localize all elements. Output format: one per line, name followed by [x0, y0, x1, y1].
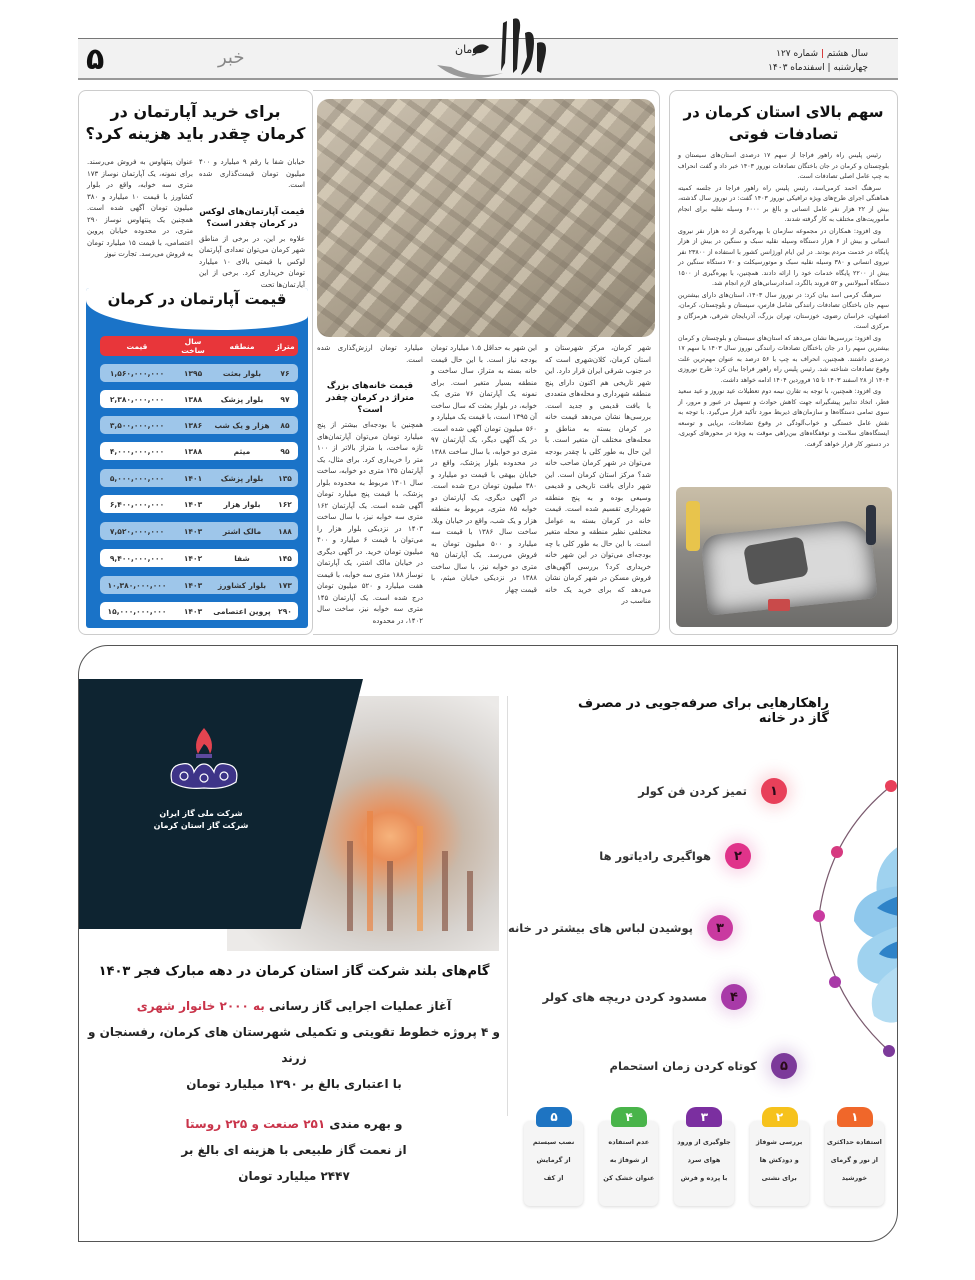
svg-text:کرمان: کرمان	[455, 43, 484, 56]
car-accident-photo	[676, 487, 892, 627]
newspaper-logo	[433, 13, 563, 85]
article-headline: سهم بالای استان کرمان در تصادفات فوتی	[683, 103, 884, 143]
apartment-price-table	[86, 288, 308, 628]
tip-item: ۵ کوتاه کردن زمان استحمام	[610, 1053, 797, 1079]
table-row: ۱۶۲ بلوار هزار ۱۴۰۳ ۶,۴۰۰,۰۰۰,۰۰۰	[100, 495, 298, 513]
article-column-3-top: میلیارد تومان ارزش‌گذاری شده است.	[317, 344, 423, 364]
table-row: ۱۸۸ مالک اشتر ۱۴۰۳ ۷,۵۲۰,۰۰۰,۰۰۰	[100, 522, 298, 540]
table-row: ۹۵ میثم ۱۳۸۸ ۴,۰۰۰,۰۰۰,۰۰۰	[100, 442, 298, 460]
table-title: قیمت آپارتمان در کرمان	[107, 290, 287, 308]
article-column-2: این شهر به حداقل ۱.۵ میلیارد تومان بودجه نیاز است. با این حال قیمت خانه بسته به متراژ، سال ساخت و منطقه بسیار متغیر است. برای نمونه یک آپارتمان ۷۶ متری یک خوابه، در بلوار بعثت که سال ساخت آن ۱۳۹۵ است، با قیمت یک میلیارد و ۵۶۰ میلیون تومان آگهی شده است. در یک آگهی دیگر، یک آپارتمان ۹۷ متری دو خوابه، با سال ساخت ۱۳۸۸ در محدوده بلوار پزشک، واقع در خیابان بیهقی با قیمت دو میلیارد و ۳۸۰ میلیون تومان درج شده است. در آگهی دیگری، یک آپارتمان دو خوابه ۸۵ متری، مربوط به منطقه هزار و یک شب، واقع در خیابان ویلا، ساخت سال ۱۳۸۶ با قیمت سه میلیارد و ۵۰۰ میلیون تومان به فروش می‌رسد. یک آپارتمان ۹۵ متری دو خوابه نیز، با سال ساخت ۱۳۸۸ در نزدیکی خیابان میثم، با قیمت چهار	[431, 344, 537, 594]
tip-number-badge: ۱	[761, 778, 787, 804]
tip-item: ۳ پوشیدن لباس های بیشتر در خانه	[508, 915, 733, 941]
table-row: ۱۷۳ بلوار کشاورز ۱۴۰۳ ۱۰,۳۸۰,۰۰۰,۰۰۰	[100, 576, 298, 594]
article-column-1: شهر کرمان، مرکز شهرستان و استان کرمان، کلان‌شهری است که در جنوب شرقی ایران قرار دارد. این شهر تاریخی هم اکنون دارای پنج منطقه شهرداری و محله‌های متعددی با بافت قدیمی و جدید است. بررسی‌ها نشان می‌دهد قیمت خانه در کرمان بسته به مناطق و محله‌های مختلف آن متغیر است. با این حال به طور کلی با چقدر بودجه می‌توان در شهر کرمان صاحب خانه شد؟ مرکز استان کرمان است. این شهر دارای بافت تاریخی و قدیمی وسیعی بوده و به پنج منطقه شهرداری تقسیم شده است. قیمت خانه در کرمان بسته به عوامل مختلفی نظیر منطقه و محله متغیر است. با این حال به طور کلی با چه بودجه‌ای می‌توان در این شهر خانه خریداری کرد؟ بررسی آگهی‌های فروش مسکن در شهر کرمان نشان می‌دهد که برای خرید یک خانه مناسب در	[545, 344, 651, 605]
table-header: متراژ منطقه سال ساخت قیمت	[100, 336, 298, 356]
article-text-luxury: علاوه بر این، در برخی از مناطق شهر کرمان می‌توان تعدادی آپارتمان لوکس با قیمتی بالای ۱۰ میلیارد تومان خریداری کرد. برخی از این آپارتمان‌ها تحت	[199, 234, 305, 289]
tip-number-badge: ۲	[725, 843, 751, 869]
article-apartment-body	[313, 90, 660, 635]
subhead-luxury: قیمت آپارتمان‌های لوکس در کرمان چقدر است؟	[199, 206, 305, 229]
masthead	[78, 38, 898, 80]
section-label: خبر	[218, 47, 245, 68]
flower-arc-decoration	[799, 776, 898, 1066]
tip-number-badge: ۵	[771, 1053, 797, 1079]
page-number: ۵	[86, 42, 105, 77]
table-row: ۸۵ هزار و یک شب ۱۳۸۶ ۳,۵۰۰,۰۰۰,۰۰۰	[100, 416, 298, 434]
table-row: ۱۳۵ بلوار پزشک ۱۴۰۱ ۵,۰۰۰,۰۰۰,۰۰۰	[100, 469, 298, 487]
article-text-right: خیابان شفا با رقم ۹ میلیارد و ۴۰۰ میلیون تومان قیمت‌گذاری شده است.	[199, 158, 306, 189]
tip-card: ۴ عدم استفاده از شوفاژ به عنوان خشک کن	[599, 1121, 658, 1206]
article-column-3: همچنین با بودجه‌ای بیشتر از پنج میلیارد تومان می‌توان آپارتمان‌های تازه ساخت، با متراژ بالاتر از ۱۰۰ متر را خریداری کرد. برای مثال، یک آپارتمان ۱۳۵ متری دو خوابه، ساخت سال ۱۴۰۱ مربوط به محدوده بلوار پزشک، با قیمت پنج میلیارد تومان آگهی شده است. یک آپارتمان ۱۶۲ متری سه خوابه نیز، با سال ساخت ۱۴۰۳ در نزدیکی بلوار هزار را می‌توان با قیمت ۶ میلیارد و ۴۰۰ میلیون تومان خرید. در آگهی دیگری در خیابان مالک اشتر، یک آپارتمان نوساز ۱۸۸ متری سه خوابه، با قیمت هفت میلیارد و ۵۲۰ میلیون تومان درج شده است. یک آپارتمان ۱۴۵ متری سه خوابه نیز، ساخت سال ۱۴۰۲، در محدوده	[317, 421, 423, 625]
tip-item: ۲ هواگیری رادیاتور ها	[599, 843, 751, 869]
table-row: ۲۹۰ پروین اعتصامی ۱۴۰۳ ۱۵,۰۰۰,۰۰۰,۰۰۰	[100, 602, 298, 620]
gas-company-advertisement	[78, 645, 898, 1242]
tips-title: راهکارهایی برای صرفه‌جویی در مصرف گاز در خانه	[577, 696, 829, 726]
article-accidents	[669, 90, 898, 635]
ad-main-title: گام‌های بلند شرکت گاز استان کرمان در دهه مبارک فجر ۱۴۰۳	[98, 964, 490, 979]
tip-item: ۴ مسدود کردن دریچه های کولر	[543, 984, 747, 1010]
heating-tips-cards	[524, 1110, 894, 1211]
article-text-left: عنوان پنتهاوس به فروش می‌رسند. برای نمونه، یک آپارتمان نوساز ۱۷۳ متری سه خوابه، واقع در بلوار کشاورز با قیمت ۱۰ میلیارد و ۳۸۰ میلیون تومان آگهی شده است. همچنین یک پنتهاوس نوساز ۲۹۰ متری، در محدوده خیابان پروین اعتصامی، با قیمت ۱۵ میلیارد تومان به فروش می‌رسد. تجارت نیوز	[87, 158, 193, 258]
tip-number-badge: ۳	[707, 915, 733, 941]
tip-card: ۳ جلوگیری از ورود هوای سرد با پرده و فرش	[674, 1121, 733, 1206]
tip-card: ۲ بررسی شوفاژ و دودکش ها برای نشتی	[750, 1121, 809, 1206]
tip-item: ۱ تمیز کردن فن کولر	[638, 778, 787, 804]
issue-info: سال هشتم | شماره ۱۲۷ چهارشنبه | اسفندماه ۱۴۰۳	[768, 49, 868, 73]
national-gas-logo-icon	[164, 724, 244, 804]
table-row: ۹۷ بلوار پزشک ۱۳۸۸ ۲,۳۸۰,۰۰۰,۰۰۰	[100, 390, 298, 408]
table-row: ۷۶ بلوار بعثت ۱۳۹۵ ۱,۵۶۰,۰۰۰,۰۰۰	[100, 364, 298, 382]
table-row: ۱۴۵ شفا ۱۴۰۲ ۹,۴۰۰,۰۰۰,۰۰۰	[100, 549, 298, 567]
article-headline: برای خرید آپارتمان در کرمان چقدر باید هزینه کرد؟	[85, 102, 306, 143]
tip-card: ۱ استفاده حداکثری از نور و گرمای خورشید	[825, 1121, 884, 1206]
tip-card: ۵ نصب سیستم از گرمایش از کف	[524, 1121, 583, 1206]
subhead-large-homes: قیمت خانه‌های بزرگ متراژ در کرمان چقدر است؟	[326, 381, 414, 415]
company-name: شرکت ملی گاز ایران شرکت گاز استان کرمان	[153, 809, 249, 830]
tip-number-badge: ۴	[721, 984, 747, 1010]
ad-announcement: گام‌های بلند شرکت گاز استان کرمان در دهه مبارک فجر ۱۴۰۳ آغاز عملیات اجرایی گاز رسانی به ۲۰۰۰ خانوار شهری و ۴ پروژه خطوط تقویتی و تکمیلی شهرستان های کرمان، رفسنجان و زرند با اعتباری بالغ بر ۱۳۹۰ میلیارد تومان و بهره مندی ۲۵۱ صنعت و ۲۲۵ روستا از نعمت گاز طبیعی با هزینه ای بالغ بر ۲۴۴۷ میلیارد تومان	[79, 964, 509, 1189]
city-aerial-photo	[317, 99, 655, 337]
article-body: رئیس پلیس راه راهور فراجا از سهم ۱۷ درصدی استان‌های سیستان و بلوچستان و کرمان در جان باختگان تصادفات نوروز ۱۴۰۳ خبر داد و گفت انحراف به چپ عامل اصلی تصادفات است. سرهنگ احمد کرمی‌اسد، رئیس پلیس راه راهور فراجا در جلسه کمیته هماهنگی اجرای طرح‌های ویژه ترافیکی نوروز ۱۴۰۳ گفت: در نوروز سال گذشته، بیش از ۲۲ هزار نفر عامل انسانی و بالغ بر ۶۰۰۰ وسیله نقلیه برای انجام مأموریت‌های مختلف به کار گرفته شدند. وی افزود: همکاران در مجموعه سازمان با بهره‌گیری از ده هزار نفر نیروی انسانی و بیش از ۶ هزار دستگاه وسیله نقلیه سبک و سنگین در بیش از هزار پایگاه در خدمت مردم بودند. در این ایام اورژانس کشور با استفاده از ۲۳۸۰۰ نفر نیروی انسانی و ۳۸۰ وسیله نقلیه سبک و موتورسیکلت و ۷۰ دستگاه سنگین در بیش از ۲۲۰۰ پایگاه خدمات خود را ارائه دادند. همچنین، با بهره‌گیری از ۱۵۰۰ دستگاه آمبولانس و ۵۲ فروند بالگرد، امدادرسانی‌های لازم انجام شد. سرهنگ کرمی اسد بیان کرد: در نوروز سال ۱۴۰۳، استان‌های دارای بیشترین سهم جان باختگان تصادفات رانندگی شامل فارس، سیستان و بلوچستان، کرمان، اصفهان، خراسان رضوی، خوزستان، تهران بزرگ، آذربایجان شرقی، هرمزگان و مرکزی است. وی افزود: بررسی‌ها نشان می‌دهد که استان‌های سیستان و بلوچستان و کرمان بیشترین سهم را در جان باختگان تصادفات رانندگی نوروز سال ۱۴۰۳ با سهم ۱۷ درصدی داشتند. همچنین، انحراف به چپ با ۵۶ درصد به عنوان مهم‌ترین علت وقوع تصادفات شناخته شد. رئیس پلیس راه راهور فراجا بیان کرد: طرح نوروزی ۱۴۰۴ از ۲۸ اسفند ۱۴۰۳ تا ۱۵ فروردین ۱۴۰۴ ادامه خواهد داشت. وی افزود: همچنین، با توجه به تقارن نیمه دوم تعطیلات عید نوروز و عید سعید فطر، اتخاذ تدابیر پیشگیرانه جهت کاهش حوادث و تسهیل در عبور و مرور، از سوی تمامی دستگاه‌ها و سازمان‌های ذیربط مورد تأکید قرار می‌گیرد. با توجه به نقش عامل خستگی و خواب‌آلودگی در وقوع تصادفات، برپایی و توسعه ایستگاه‌های سلامت و توقفگاه‌های بین‌راهی موقت به ویژه در محورهای کویری، در دستور کار قرار خواهد گرفت.	[678, 152, 890, 448]
